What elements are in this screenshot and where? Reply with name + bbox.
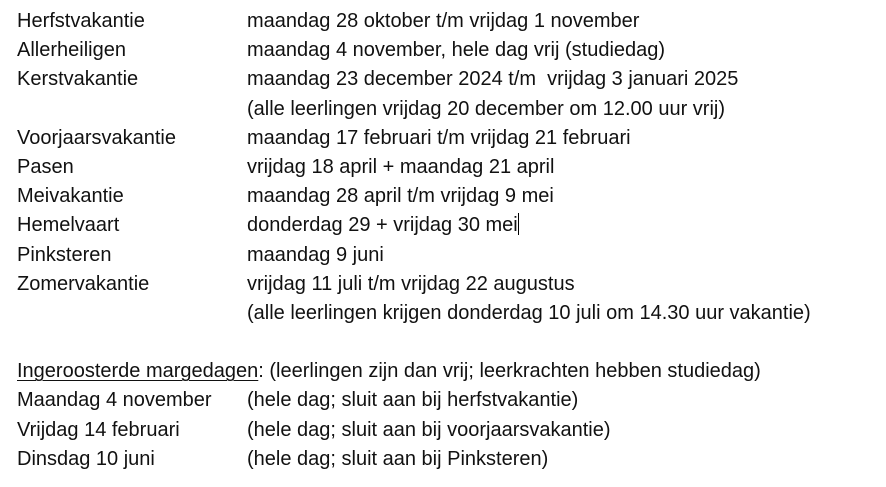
holiday-dates: maandag 4 november, hele dag vrij (studiedag) bbox=[247, 39, 666, 62]
holiday-name: Herfstvakantie bbox=[17, 10, 145, 32]
margedag-date: Dinsdag 10 juni bbox=[17, 447, 155, 470]
holiday-dates: vrijdag 18 april + maandag 21 april bbox=[247, 155, 555, 178]
holiday-row-zomervakantie-note bbox=[17, 299, 882, 328]
holiday-dates: vrijdag 11 juli t/m vrijdag 22 augustus bbox=[247, 272, 575, 295]
holiday-dates: maandag 17 februari t/m vrijdag 21 februari bbox=[247, 126, 631, 149]
holiday-name bbox=[17, 95, 247, 124]
holiday-note: (alle leerlingen vrijdag 20 december om 12.00 uur vrij) bbox=[247, 97, 726, 120]
holiday-row-kerstvakantie-note bbox=[17, 95, 882, 124]
holiday-row-zomervakantie bbox=[17, 270, 882, 299]
document-body[interactable] bbox=[17, 7, 882, 474]
holiday-dates: maandag 9 juni bbox=[247, 243, 384, 266]
holiday-dates: maandag 23 december 2024 t/m vrijdag 3 januari 2025 bbox=[247, 68, 739, 91]
holiday-row-voorjaarsvakantie bbox=[17, 124, 882, 153]
margedag-note: (hele dag; sluit aan bij herfstvakantie) bbox=[247, 389, 579, 412]
holiday-name: Kerstvakantie bbox=[17, 68, 139, 91]
holiday-name: Meivakantie bbox=[17, 185, 124, 208]
holiday-row-kerstvakantie bbox=[17, 65, 882, 94]
margedagen-heading bbox=[17, 357, 882, 386]
holiday-name bbox=[17, 299, 247, 328]
holiday-name: Allerheiligen bbox=[17, 39, 126, 62]
holiday-dates-with-cursor[interactable] bbox=[247, 211, 882, 240]
holiday-name: Zomervakantie bbox=[17, 272, 150, 295]
margedag-row bbox=[17, 445, 882, 474]
margedag-row bbox=[17, 386, 882, 415]
holiday-dates: donderdag 29 + vrijdag 30 mei bbox=[247, 214, 518, 237]
holiday-name: Pinksteren bbox=[17, 243, 112, 266]
margedag-note: (hele dag; sluit aan bij voorjaarsvakantie) bbox=[247, 418, 611, 441]
margedag-row bbox=[17, 416, 882, 445]
holiday-name: Voorjaarsvakantie bbox=[17, 126, 176, 149]
margedagen-heading-title: Ingeroosterde margedagen bbox=[17, 360, 259, 383]
holiday-row-pinksteren bbox=[17, 241, 882, 270]
holiday-dates: maandag 28 oktober t/m vrijdag 1 november bbox=[247, 10, 640, 32]
holiday-dates: maandag 28 april t/m vrijdag 9 mei bbox=[247, 185, 554, 208]
margedagen-heading-suffix: : (leerlingen zijn dan vrij; leerkrachten hebben studiedag) bbox=[258, 360, 761, 383]
holiday-row-allerheiligen bbox=[17, 36, 882, 65]
holiday-row-hemelvaart bbox=[17, 211, 882, 240]
text-cursor bbox=[518, 213, 519, 235]
holiday-row-herfstvakantie bbox=[17, 7, 882, 36]
holiday-row-pasen bbox=[17, 153, 882, 182]
margedag-date: Maandag 4 november bbox=[17, 389, 212, 412]
holiday-row-meivakantie bbox=[17, 182, 882, 211]
holiday-name: Pasen bbox=[17, 155, 74, 178]
margedag-date: Vrijdag 14 februari bbox=[17, 418, 180, 441]
blank-line bbox=[17, 328, 882, 357]
holiday-name: Hemelvaart bbox=[17, 214, 120, 237]
margedag-note: (hele dag; sluit aan bij Pinksteren) bbox=[247, 447, 549, 470]
holiday-note: (alle leerlingen krijgen donderdag 10 juli om 14.30 uur vakantie) bbox=[247, 301, 811, 324]
